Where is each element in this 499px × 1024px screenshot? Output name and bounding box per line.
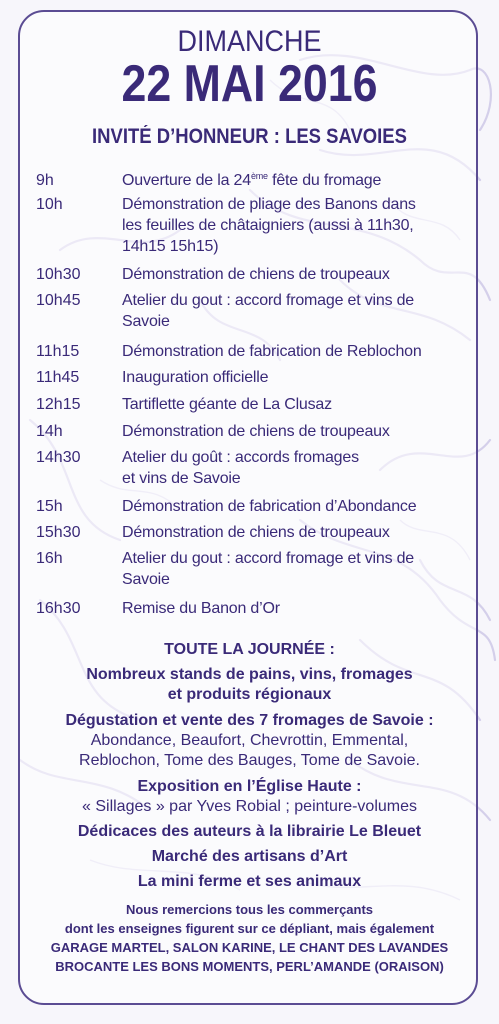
schedule-time: 14h30 [36, 449, 81, 466]
schedule-time: 10h [36, 196, 63, 213]
schedule-description [122, 170, 472, 191]
schedule-description [122, 447, 472, 489]
schedule-description [122, 341, 472, 362]
schedule-line: Démonstration de chiens de troupeaux [122, 423, 390, 440]
schedule-line: Savoie [122, 571, 170, 588]
thanks-line: Nous remercions tous les commerçants [125, 902, 374, 917]
thanks-line: GARAGE MARTEL, SALON KARINE, LE CHANT DES LAVANDES [50, 940, 449, 955]
schedule-line: Atelier du goût : accords fromages [122, 449, 359, 466]
schedule-time: 14h [36, 423, 63, 440]
book-signing: Dédicaces des auteurs à la librairie Le Bleuet [77, 823, 422, 840]
tasting-title: Dégustation et vente des 7 fromages de Savoie : [65, 712, 434, 729]
schedule-line: Démonstration de fabrication d’Abondance [122, 498, 417, 515]
cheese-list-line: Reblochon, Tome des Bauges, Tome de Savoie. [79, 752, 420, 769]
schedule-line: les feuilles de châtaigniers (aussi à 11h30, [122, 217, 414, 234]
schedule-description [122, 367, 472, 388]
schedule-line: 14h15 15h15) [122, 238, 219, 255]
schedule-description [122, 496, 472, 517]
schedule-description [122, 290, 472, 332]
schedule-time: 15h [36, 498, 63, 515]
schedule-time: 12h15 [36, 396, 81, 413]
schedule-description [122, 421, 472, 442]
schedule-description [122, 548, 472, 590]
schedule-line: Démonstration de pliage des Banons dans [122, 196, 416, 213]
cheese-list-line: Abondance, Beaufort, Chevrottin, Emmental, [90, 732, 409, 749]
stands-line: et produits régionaux [167, 686, 332, 703]
event-day: DIMANCHE [177, 25, 322, 58]
schedule-description [122, 194, 472, 257]
schedule-description [122, 394, 472, 415]
event-date: 22 MAI 2016 [121, 55, 378, 113]
schedule-line: Démonstration de chiens de troupeaux [122, 524, 390, 541]
thanks-line: dont les enseignes figurent sur ce dépliant, mais également [64, 921, 435, 936]
schedule-line: Tartiflette géante de La Clusaz [122, 396, 332, 413]
schedule-line: Ouverture de la 24ème fête du fromage [122, 171, 382, 189]
stands-line: Nombreux stands de pains, vins, fromages [86, 666, 413, 683]
guest-of-honour: INVITÉ D’HONNEUR : LES SAVOIES [92, 125, 407, 148]
all-day-section [0, 640, 499, 976]
schedule-line: Remise du Banon d’Or [122, 600, 280, 617]
schedule-time: 15h30 [36, 524, 81, 541]
schedule-line: et vins de Savoie [122, 470, 241, 487]
schedule-description [122, 264, 472, 285]
schedule-time: 10h45 [36, 292, 81, 309]
schedule-line: Démonstration de fabrication de Reblochon [122, 343, 422, 360]
schedule-time: 11h15 [36, 343, 80, 360]
thanks-line: BROCANTE LES BONS MOMENTS, PERL’AMANDE (ORAISON) [55, 959, 444, 974]
schedule-time: 9h [36, 172, 54, 189]
schedule-line: Savoie [122, 313, 170, 330]
schedule-line: Atelier du gout : accord fromage et vins de [122, 550, 415, 567]
schedule-line: Inauguration officielle [122, 369, 269, 386]
schedule-time: 16h [36, 550, 63, 567]
schedule-time: 16h30 [36, 600, 81, 617]
craft-market: Marché des artisans d’Art [151, 848, 348, 865]
schedule-description [122, 598, 472, 619]
schedule-line: Démonstration de chiens de troupeaux [122, 266, 390, 283]
exhibition-detail: « Sillages » par Yves Robial ; peinture-volumes [82, 798, 417, 815]
schedule-time: 10h30 [36, 266, 81, 283]
exhibition-title: Exposition en l’Église Haute : [137, 778, 362, 795]
all-day-title: TOUTE LA JOURNÉE : [164, 641, 335, 658]
mini-farm: La mini ferme et ses animaux [137, 873, 362, 890]
schedule-time: 11h45 [36, 369, 80, 386]
schedule-description [122, 522, 472, 543]
schedule-line: Atelier du gout : accord fromage et vins de [122, 292, 415, 309]
